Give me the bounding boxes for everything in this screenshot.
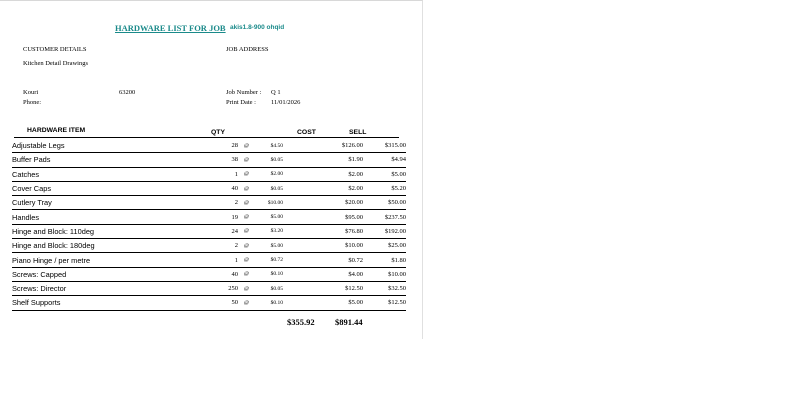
- item-qty: 1: [190, 253, 238, 267]
- item-sell: $5.00: [363, 167, 406, 181]
- item-name: Shelf Supports: [12, 296, 190, 310]
- item-sell: $10.00: [363, 267, 406, 281]
- item-name: Cutlery Tray: [12, 196, 190, 210]
- print-date-label: Print Date :: [226, 99, 256, 106]
- customer-details-label: CUSTOMER DETAILS: [23, 46, 87, 53]
- table-row: [12, 253, 406, 267]
- item-unit-price: $5.00: [255, 210, 283, 224]
- job-code: akis1.8-900 ohqid: [230, 24, 285, 31]
- print-date: 11/01/2026: [271, 99, 301, 106]
- spacer-cell: [283, 281, 317, 295]
- report-title: HARDWARE LIST FOR JOB: [115, 23, 226, 33]
- item-unit-price: $2.00: [255, 167, 283, 181]
- spacer-cell: [283, 239, 317, 253]
- item-at: @: [238, 224, 255, 238]
- table-row: [12, 181, 406, 195]
- item-cost: $20.00: [317, 196, 363, 210]
- table-row: [12, 139, 406, 153]
- item-at: @: [238, 267, 255, 281]
- item-unit-price: $5.00: [255, 239, 283, 253]
- table-row: [12, 281, 406, 295]
- item-unit-price: $0.05: [255, 153, 283, 167]
- table-row: [12, 153, 406, 167]
- item-name: Catches: [12, 167, 190, 181]
- item-sell: $25.00: [363, 239, 406, 253]
- item-sell: $4.94: [363, 153, 406, 167]
- item-at: @: [238, 139, 255, 153]
- item-qty: 28: [190, 139, 238, 153]
- item-cost: $10.00: [317, 239, 363, 253]
- item-sell: $315.00: [363, 139, 406, 153]
- item-at: @: [238, 253, 255, 267]
- item-sell: $192.00: [363, 224, 406, 238]
- spacer-cell: [283, 153, 317, 167]
- item-cost: $12.50: [317, 281, 363, 295]
- item-unit-price: $0.72: [255, 253, 283, 267]
- item-unit-price: $0.05: [255, 181, 283, 195]
- item-at: @: [238, 210, 255, 224]
- spacer-cell: [283, 210, 317, 224]
- job-address-label: JOB ADDRESS: [226, 46, 269, 53]
- item-cost: $1.90: [317, 153, 363, 167]
- spacer-cell: [283, 139, 317, 153]
- item-sell: $32.50: [363, 281, 406, 295]
- col-header-item: HARDWARE ITEM: [27, 127, 86, 134]
- item-sell: $12.50: [363, 296, 406, 310]
- item-qty: 24: [190, 224, 238, 238]
- item-at: @: [238, 296, 255, 310]
- table-row: [12, 224, 406, 238]
- item-qty: 2: [190, 196, 238, 210]
- spacer-cell: [283, 253, 317, 267]
- col-header-sell: SELL: [349, 129, 367, 136]
- item-name: Piano Hinge / per metre: [12, 253, 190, 267]
- item-unit-price: $4.50: [255, 139, 283, 153]
- item-sell: $5.20: [363, 181, 406, 195]
- spacer-cell: [283, 181, 317, 195]
- spacer-cell: [283, 196, 317, 210]
- item-sell: $1.80: [363, 253, 406, 267]
- header-rule: [14, 137, 399, 138]
- item-qty: 19: [190, 210, 238, 224]
- spacer-cell: [283, 296, 317, 310]
- item-at: @: [238, 181, 255, 195]
- customer-name: Kouri: [23, 89, 39, 96]
- item-cost: $0.72: [317, 253, 363, 267]
- item-cost: $95.00: [317, 210, 363, 224]
- item-cost: $5.00: [317, 296, 363, 310]
- item-name: Handles: [12, 210, 190, 224]
- item-name: Screws: Capped: [12, 267, 190, 281]
- item-name: Cover Caps: [12, 181, 190, 195]
- item-at: @: [238, 281, 255, 295]
- item-qty: 40: [190, 267, 238, 281]
- total-sell: $891.44: [335, 317, 363, 327]
- item-qty: 1: [190, 167, 238, 181]
- item-cost: $2.00: [317, 167, 363, 181]
- customer-number: 63200: [119, 89, 136, 96]
- item-cost: $126.00: [317, 139, 363, 153]
- table-row: [12, 267, 406, 281]
- total-cost: $355.92: [287, 317, 315, 327]
- item-at: @: [238, 239, 255, 253]
- item-cost: $76.80: [317, 224, 363, 238]
- item-name: Screws: Director: [12, 281, 190, 295]
- item-at: @: [238, 167, 255, 181]
- table-row: [12, 239, 406, 253]
- item-unit-price: $10.00: [255, 196, 283, 210]
- item-unit-price: $0.10: [255, 296, 283, 310]
- item-name: Buffer Pads: [12, 153, 190, 167]
- item-at: @: [238, 153, 255, 167]
- item-unit-price: $0.05: [255, 281, 283, 295]
- item-at: @: [238, 196, 255, 210]
- item-qty: 2: [190, 239, 238, 253]
- hardware-table: [12, 139, 406, 311]
- table-row: [12, 296, 406, 310]
- job-number: Q 1: [271, 89, 281, 96]
- item-unit-price: $0.10: [255, 267, 283, 281]
- phone-label: Phone:: [23, 99, 42, 106]
- item-qty: 40: [190, 181, 238, 195]
- customer-sub-label: Kitchen Detail Drawings: [23, 60, 88, 67]
- item-unit-price: $3.20: [255, 224, 283, 238]
- item-sell: $237.50: [363, 210, 406, 224]
- item-qty: 50: [190, 296, 238, 310]
- col-header-cost: COST: [297, 129, 316, 136]
- item-name: Hinge and Block: 110deg: [12, 224, 190, 238]
- item-qty: 38: [190, 153, 238, 167]
- item-name: Adjustable Legs: [12, 139, 190, 153]
- item-name: Hinge and Block: 180deg: [12, 239, 190, 253]
- col-header-qty: QTY: [211, 129, 225, 136]
- table-row: [12, 196, 406, 210]
- table-row: [12, 210, 406, 224]
- job-number-label: Job Number :: [226, 89, 262, 96]
- item-sell: $50.00: [363, 196, 406, 210]
- item-cost: $4.00: [317, 267, 363, 281]
- spacer-cell: [283, 224, 317, 238]
- item-qty: 250: [190, 281, 238, 295]
- item-cost: $2.00: [317, 181, 363, 195]
- spacer-cell: [283, 267, 317, 281]
- spacer-cell: [283, 167, 317, 181]
- table-row: [12, 167, 406, 181]
- report-page: [0, 0, 423, 339]
